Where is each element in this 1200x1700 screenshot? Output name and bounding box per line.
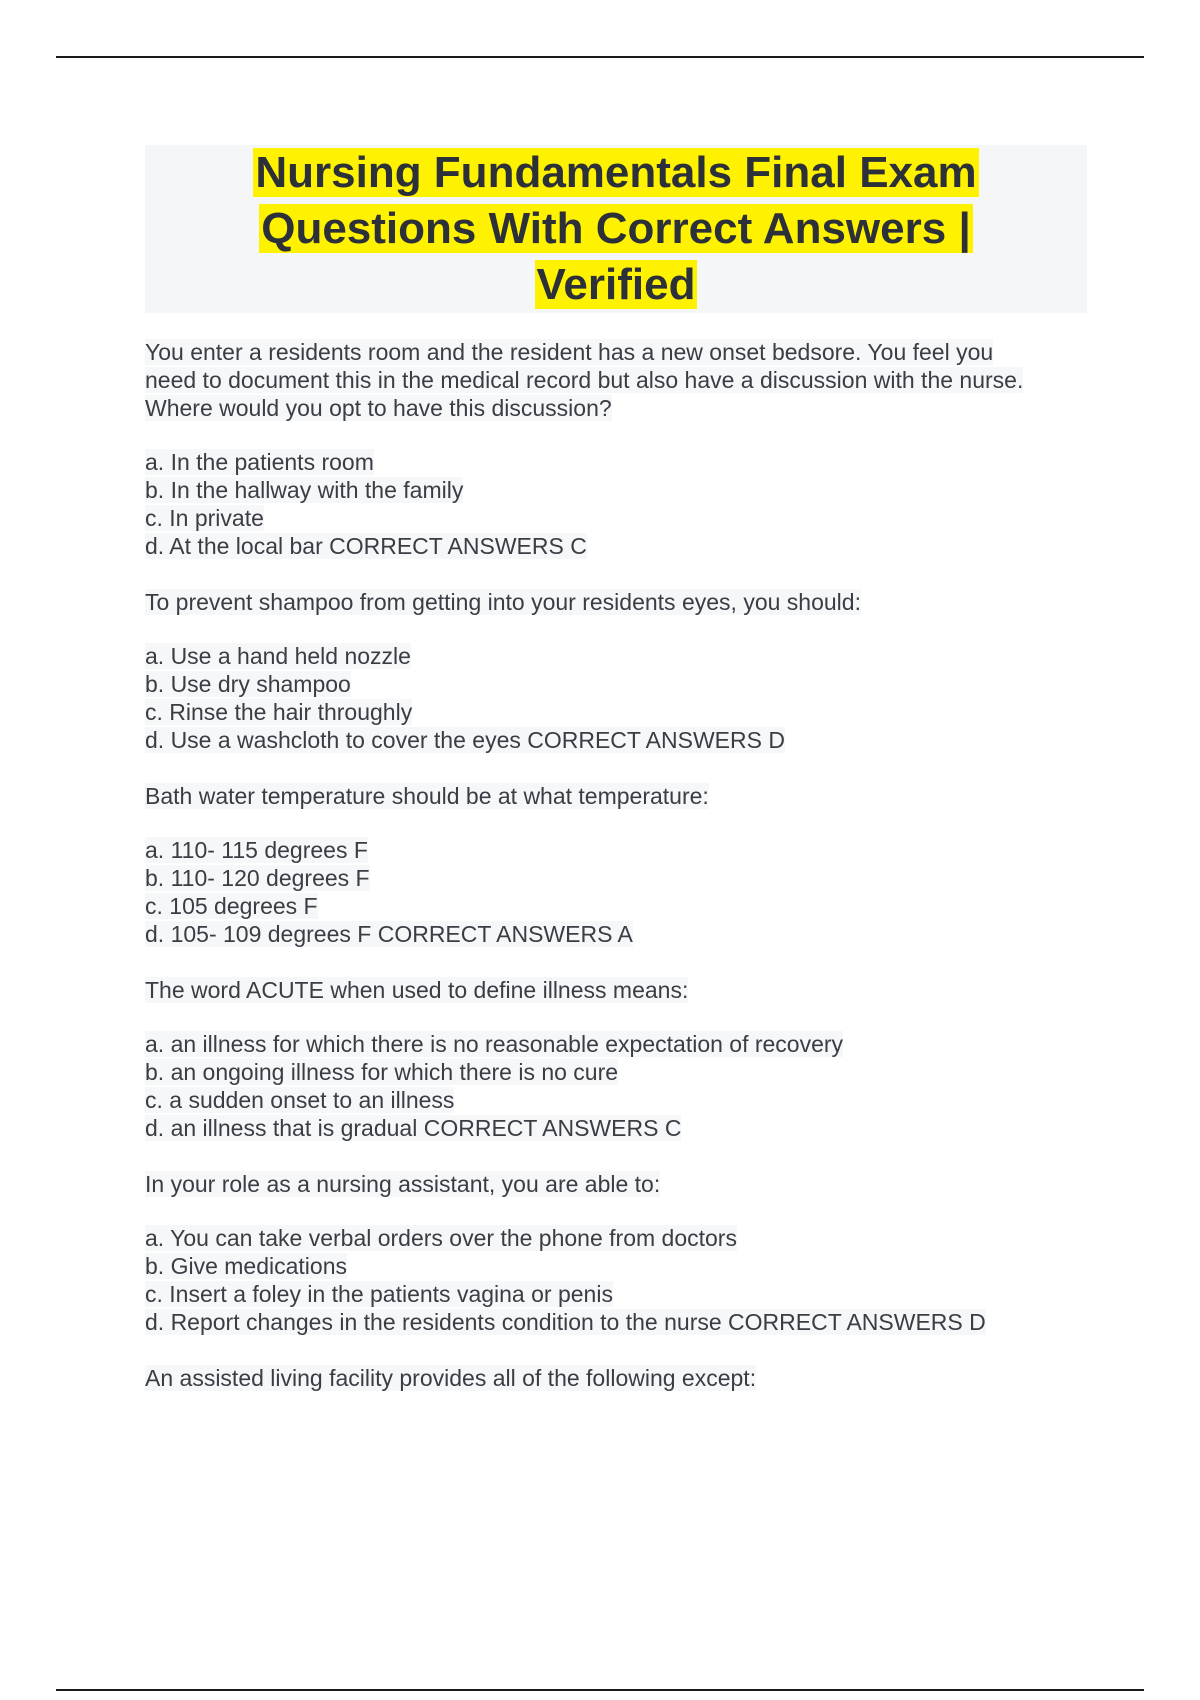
question-5 (145, 1170, 1085, 1336)
answer-option: d. Report changes in the residents condition to the nurse CORRECT ANSWERS D (145, 1309, 986, 1335)
answer-options (145, 1030, 1085, 1142)
question-text: The word ACUTE when used to define illness means: (145, 977, 689, 1003)
answer-option: d. 105- 109 degrees F CORRECT ANSWERS A (145, 921, 633, 947)
answer-option: c. a sudden onset to an illness (145, 1087, 455, 1113)
question-text: You enter a residents room and the resident has a new onset bedsore. You feel you need to document this in the medical record but also have a discussion with the nurse. Where would you opt to have this discussion? (145, 339, 1024, 421)
question-3 (145, 782, 1085, 948)
answer-option: a. an illness for which there is no reasonable expectation of recovery (145, 1031, 844, 1057)
answer-option: c. 105 degrees F (145, 893, 318, 919)
question-2 (145, 588, 1085, 754)
question-1 (145, 338, 1085, 560)
answer-option: a. In the patients room (145, 449, 374, 475)
answer-option: d. an illness that is gradual CORRECT ANSWERS C (145, 1115, 682, 1141)
questions-content (145, 338, 1085, 1418)
question-6 (145, 1364, 1085, 1392)
question-text: To prevent shampoo from getting into your residents eyes, you should: (145, 589, 861, 615)
question-4 (145, 976, 1085, 1142)
question-text: An assisted living facility provides all of the following except: (145, 1365, 757, 1391)
title-line-1: Nursing Fundamentals Final Exam (255, 148, 977, 197)
answer-option: b. an ongoing illness for which there is no cure (145, 1059, 619, 1085)
bottom-rule (56, 1689, 1144, 1691)
title-line-3: Verified (536, 260, 696, 309)
answer-option: b. Give medications (145, 1253, 347, 1279)
title-line-2: Questions With Correct Answers | (261, 204, 971, 253)
answer-option: d. Use a washcloth to cover the eyes CORRECT ANSWERS D (145, 727, 785, 753)
answer-option: b. 110- 120 degrees F (145, 865, 370, 891)
answer-option: c. In private (145, 505, 264, 531)
question-text: In your role as a nursing assistant, you are able to: (145, 1171, 661, 1197)
top-rule (56, 56, 1144, 58)
answer-options (145, 448, 1085, 560)
answer-option: c. Rinse the hair throughly (145, 699, 413, 725)
answer-options (145, 1224, 1085, 1336)
answer-option: a. You can take verbal orders over the phone from doctors (145, 1225, 737, 1251)
answer-option: a. 110- 115 degrees F (145, 837, 368, 863)
answer-option: b. Use dry shampoo (145, 671, 351, 697)
answer-option: c. Insert a foley in the patients vagina or penis (145, 1281, 613, 1307)
answer-option: d. At the local bar CORRECT ANSWERS C (145, 533, 587, 559)
answer-option: b. In the hallway with the family (145, 477, 464, 503)
answer-options (145, 836, 1085, 948)
answer-option: a. Use a hand held nozzle (145, 643, 411, 669)
document-title-block (145, 145, 1087, 313)
question-text: Bath water temperature should be at what temperature: (145, 783, 709, 809)
answer-options (145, 642, 1085, 754)
